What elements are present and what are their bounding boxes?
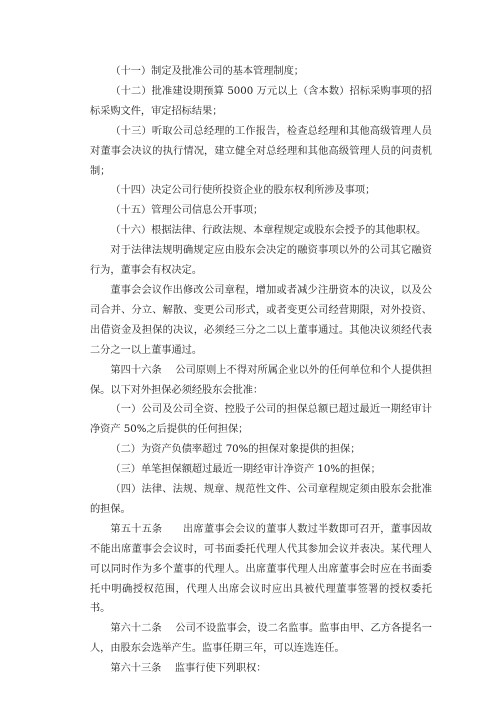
paragraph-guarantee-4: （四）法律、法规、规章、规范性文件、公司章程规定须由股东会批准的担保。 [90,484,432,515]
paragraph-item-16: （十六）根据法律、行政法规、本章程规定或股东会授予的其他职权。 [110,225,427,237]
paragraph-guarantee-3: （三）单笔担保额超过最近一期经审计净资产 10%的担保； [110,464,381,476]
paragraph-item-12: （十二）批准建设期预算 5000 万元以上（含本数）招标采购事项的招标采购文件，审定招标结果； [90,85,432,117]
paragraph-item-11: （十一）制定及批准公司的基本管理制度； [110,66,304,77]
paragraph-financing: 对于法律法规明确规定应由股东会决定的融资事项以外的公司其它融资行为，董事会有权决定。 [90,245,432,277]
paragraph-guarantee-2: （二）为资产负债率超过 70%的担保对象提供的担保； [110,444,361,456]
paragraph-item-14: （十四）决定公司行使所投资企业的股东权利所涉及事项； [110,185,376,197]
paragraph-article-46: 第四十六条 公司原则上不得对所属企业以外的任何单位和个人提供担保。以下对外担保必须经股东会批准： [90,364,432,396]
paragraph-article-63: 第六十三条 监事行使下列职权： [110,663,267,675]
paragraph-article-62: 第六十二条 公司不设监事会，设二名监事。监事由甲、乙方各提名一人，由股东会选举产生。监事任期三年，可以连选连任。 [90,623,432,655]
paragraph-guarantee-1: （一）公司及公司全资、控股子公司的担保总额已超过最近一期经审计净资产 50%之后提供的任何担保； [90,404,432,436]
paragraph-item-15: （十五）管理公司信息公开事项； [110,205,264,217]
document-body [90,62,432,679]
paragraph-article-55: 第五十五条 出席董事会会议的董事人数过半数即可召开，董事因故不能出席董事会会议时，可书面委托代理人代其参加会议并表决。某代理人可以同时作为多个董事的代理人。出席董事代理人出席董事会时应在书面委托中明确授权范围，代理人出席会议时应出具被代理董事签署的授权委托书。 [90,523,432,615]
paragraph-board-resolution: 董事会会议作出修改公司章程，增加或者减少注册资本的决议，以及公司合并、分立、解散、变更公司形式，或者变更公司经营期限，对外投资、出借资金及担保的决议，必须经三分之二以上董事通过。其他决议须经代表二分之一以上董事通过。 [90,284,432,356]
paragraph-item-13: （十三）听取公司总经理的工作报告，检查总经理和其他高级管理人员对董事会决议的执行情况，建立健全对总经理和其他高级管理人员的问责机制； [90,125,432,177]
